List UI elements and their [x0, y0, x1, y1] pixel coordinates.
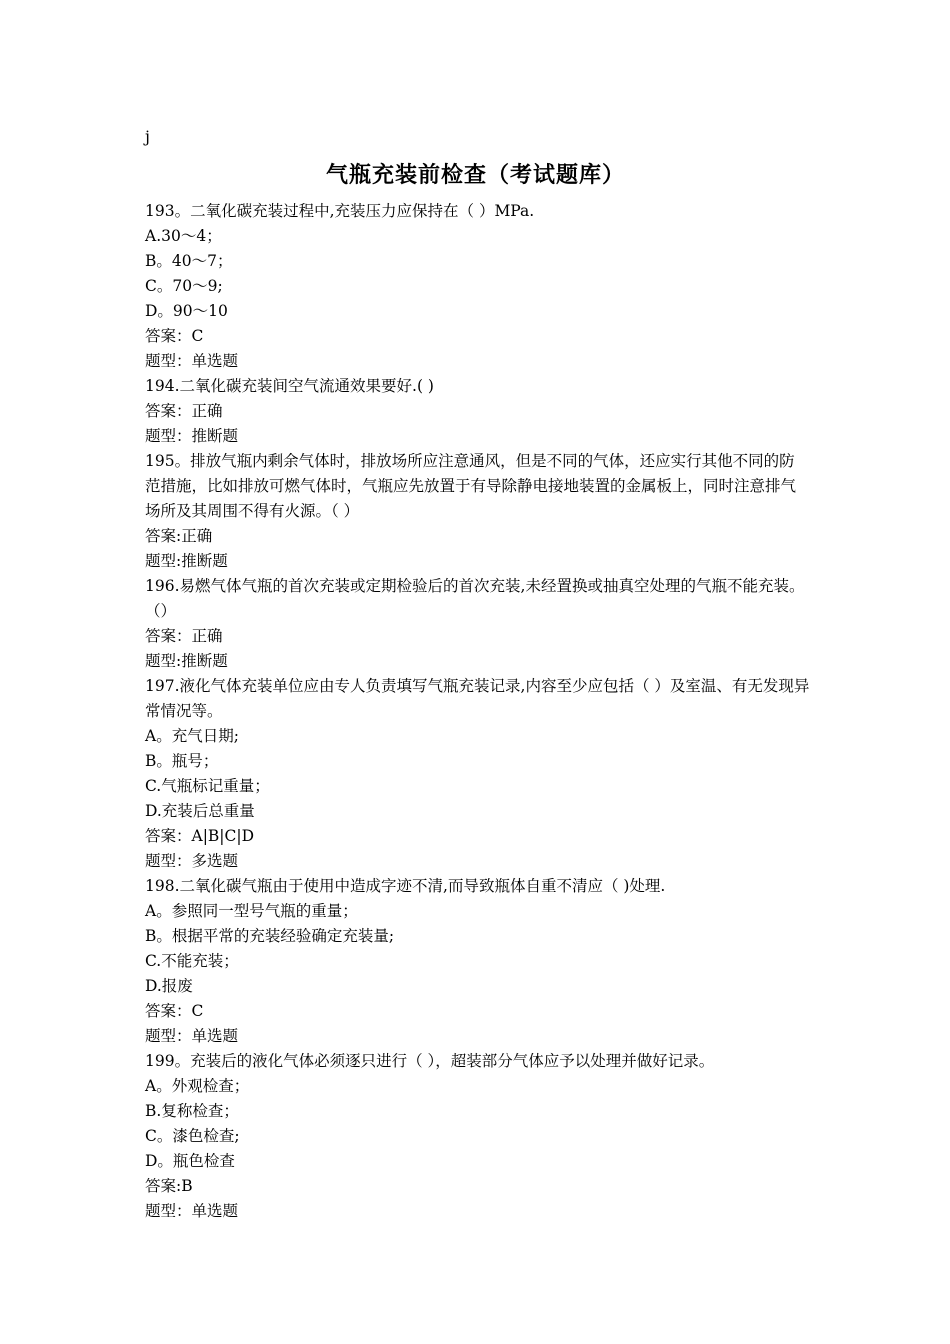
q194-answer: 答案：正确	[145, 402, 223, 420]
q193-stem: 193。二氧化碳充装过程中,充装压力应保持在（ ）MPa.	[145, 202, 535, 220]
q194-type: 题型：推断题	[145, 427, 239, 445]
q193-option-c: C。70～9;	[145, 277, 223, 295]
q199-option-c: C。漆色检查;	[145, 1127, 240, 1145]
q196-stem: 196.易燃气体气瓶的首次充装或定期检验后的首次充装,未经置换或抽真空处理的气瓶不能充装。（）	[145, 577, 805, 620]
q199-option-a: A。外观检查；	[145, 1077, 250, 1095]
q198-type: 题型：单选题	[145, 1027, 239, 1045]
q198-stem: 198.二氧化碳气瓶由于使用中造成字迹不清,而导致瓶体自重不清应（ )处理.	[145, 877, 666, 895]
q197-option-c: C.气瓶标记重量；	[145, 777, 270, 795]
q197-option-a: A。充气日期;	[145, 727, 239, 745]
q197-answer: 答案：A|B|C|D	[145, 827, 255, 845]
q199-option-b: B.复称检查；	[145, 1102, 239, 1120]
q193-answer: 答案：C	[145, 327, 204, 345]
q195-type: 题型:推断题	[145, 552, 228, 570]
document-title: 气瓶充装前检查（考试题库）	[325, 162, 625, 188]
q194-stem: 194.二氧化碳充装间空气流通效果要好.( )	[145, 377, 434, 395]
q195-answer: 答案:正确	[145, 527, 213, 545]
q199-option-d: D。瓶色检查	[145, 1152, 235, 1170]
q197-type: 题型：多选题	[145, 852, 239, 870]
q198-answer: 答案：C	[145, 1002, 204, 1020]
q199-answer: 答案:B	[145, 1177, 193, 1195]
q197-option-b: B。瓶号；	[145, 752, 219, 770]
q193-type: 题型：单选题	[145, 352, 239, 370]
q198-option-b: B。根据平常的充装经验确定充装量;	[145, 927, 395, 945]
q196-answer: 答案：正确	[145, 627, 223, 645]
header-mark: j	[145, 127, 150, 146]
q193-option-d: D。90～10	[145, 302, 228, 320]
q198-option-a: A。参照同一型号气瓶的重量；	[145, 902, 358, 920]
q198-option-c: C.不能充装；	[145, 952, 239, 970]
q193-option-a: A.30～4；	[145, 227, 222, 245]
q197-option-d: D.充装后总重量	[145, 802, 255, 820]
q193-option-b: B。40～7；	[145, 252, 233, 270]
q199-type: 题型：单选题	[145, 1202, 239, 1220]
q195-stem: 195。排放气瓶内剩余气体时，排放场所应注意通风，但是不同的气体，还应实行其他不同的防范措施，比如排放可燃气体时，气瓶应先放置于有导除静电接地装置的金属板上，同时注意排气场所及其周围不得有火源。（ ）	[145, 452, 797, 520]
q196-type: 题型:推断题	[145, 652, 228, 670]
question-list	[145, 199, 810, 1224]
q199-stem: 199。充装后的液化气体必须逐只进行（ ），超装部分气体应予以处理并做好记录。	[145, 1052, 715, 1070]
q197-stem: 197.液化气体充装单位应由专人负责填写气瓶充装记录,内容至少应包括（ ）及室温、有无发现异常情况等。	[145, 677, 810, 720]
q198-option-d: D.报废	[145, 977, 193, 995]
